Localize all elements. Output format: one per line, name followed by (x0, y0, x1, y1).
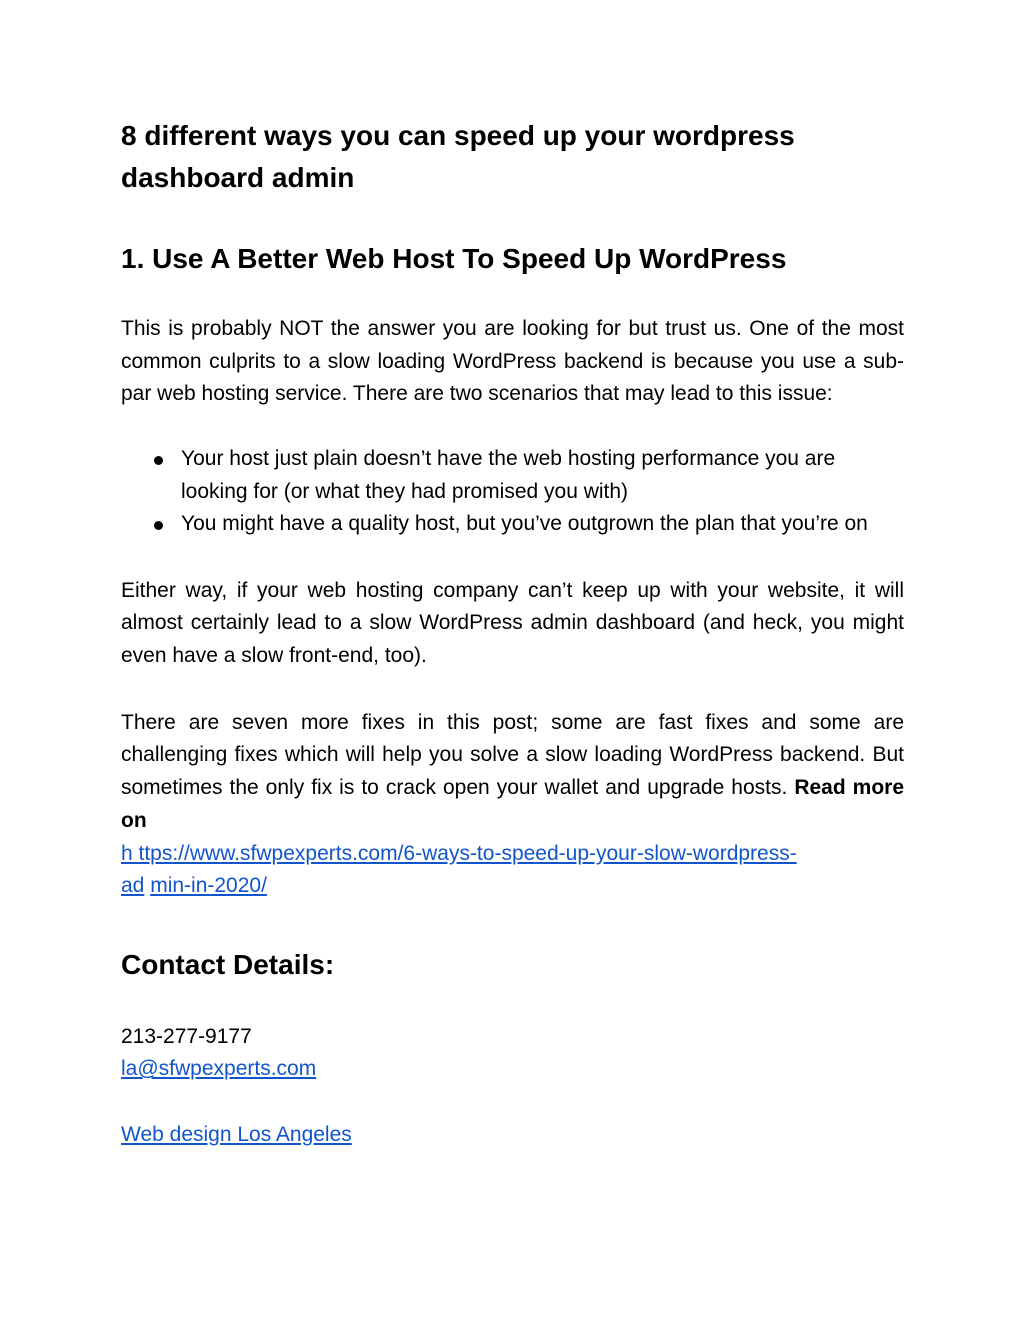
body-paragraph: Either way, if your web hosting company can’t keep up with your website, it will almost certainly lead to a slow WordPress admin dashboard (and heck, you might even have a slow front-end, too). (121, 578, 904, 668)
document-title: 8 different ways you can speed up your wordpress dashboard admin (121, 120, 795, 193)
bullet-icon (154, 521, 163, 530)
contact-heading: Contact Details: (121, 948, 335, 980)
read-more-link[interactable]: h ttps://www.sfwpexperts.com/6-ways-to-speed-up-your-slow-wordpress- (121, 841, 797, 865)
email-link[interactable]: la@sfwpexperts.com (121, 1057, 317, 1081)
bullet-text: Your host just plain doesn’t have the web hosting performance you are looking for (or what they had promised you with) (181, 447, 836, 503)
read-more-label: Read more on (121, 776, 905, 832)
document-content (121, 115, 904, 1152)
read-more-link-part[interactable]: min-in-2020/ (150, 874, 267, 898)
phone-number: 213-277-9177 (121, 1024, 252, 1048)
web-design-link[interactable]: Web design Los Angeles (121, 1122, 352, 1146)
list-item (121, 443, 871, 508)
read-more-url-line-1 (121, 838, 904, 871)
bullet-list (121, 443, 904, 541)
body-paragraph (121, 707, 904, 838)
paragraph-text: There are seven more fixes in this post; some are fast fixes and some are challenging fixes which will help you solve a slow loading WordPress backend. But sometimes the only fix is to crack open your wallet and upgrade hosts. (121, 710, 904, 800)
email-line (121, 1053, 904, 1086)
bullet-text: You might have a quality host, but you’ve outgrown the plan that you’re on (181, 512, 868, 536)
intro-paragraph: This is probably NOT the answer you are looking for but trust us. One of the most common culprits to a slow loading WordPress backend is because you use a sub-par web hosting service. There are two scenarios that may lead to this issue: (121, 317, 904, 406)
section-heading: 1. Use A Better Web Host To Speed Up WordPress (121, 243, 787, 274)
list-item (121, 508, 871, 541)
cta-line (121, 1119, 904, 1152)
read-more-url-line-2 (121, 870, 904, 903)
bullet-icon (154, 456, 163, 465)
read-more-link-part[interactable]: ad (121, 874, 145, 898)
